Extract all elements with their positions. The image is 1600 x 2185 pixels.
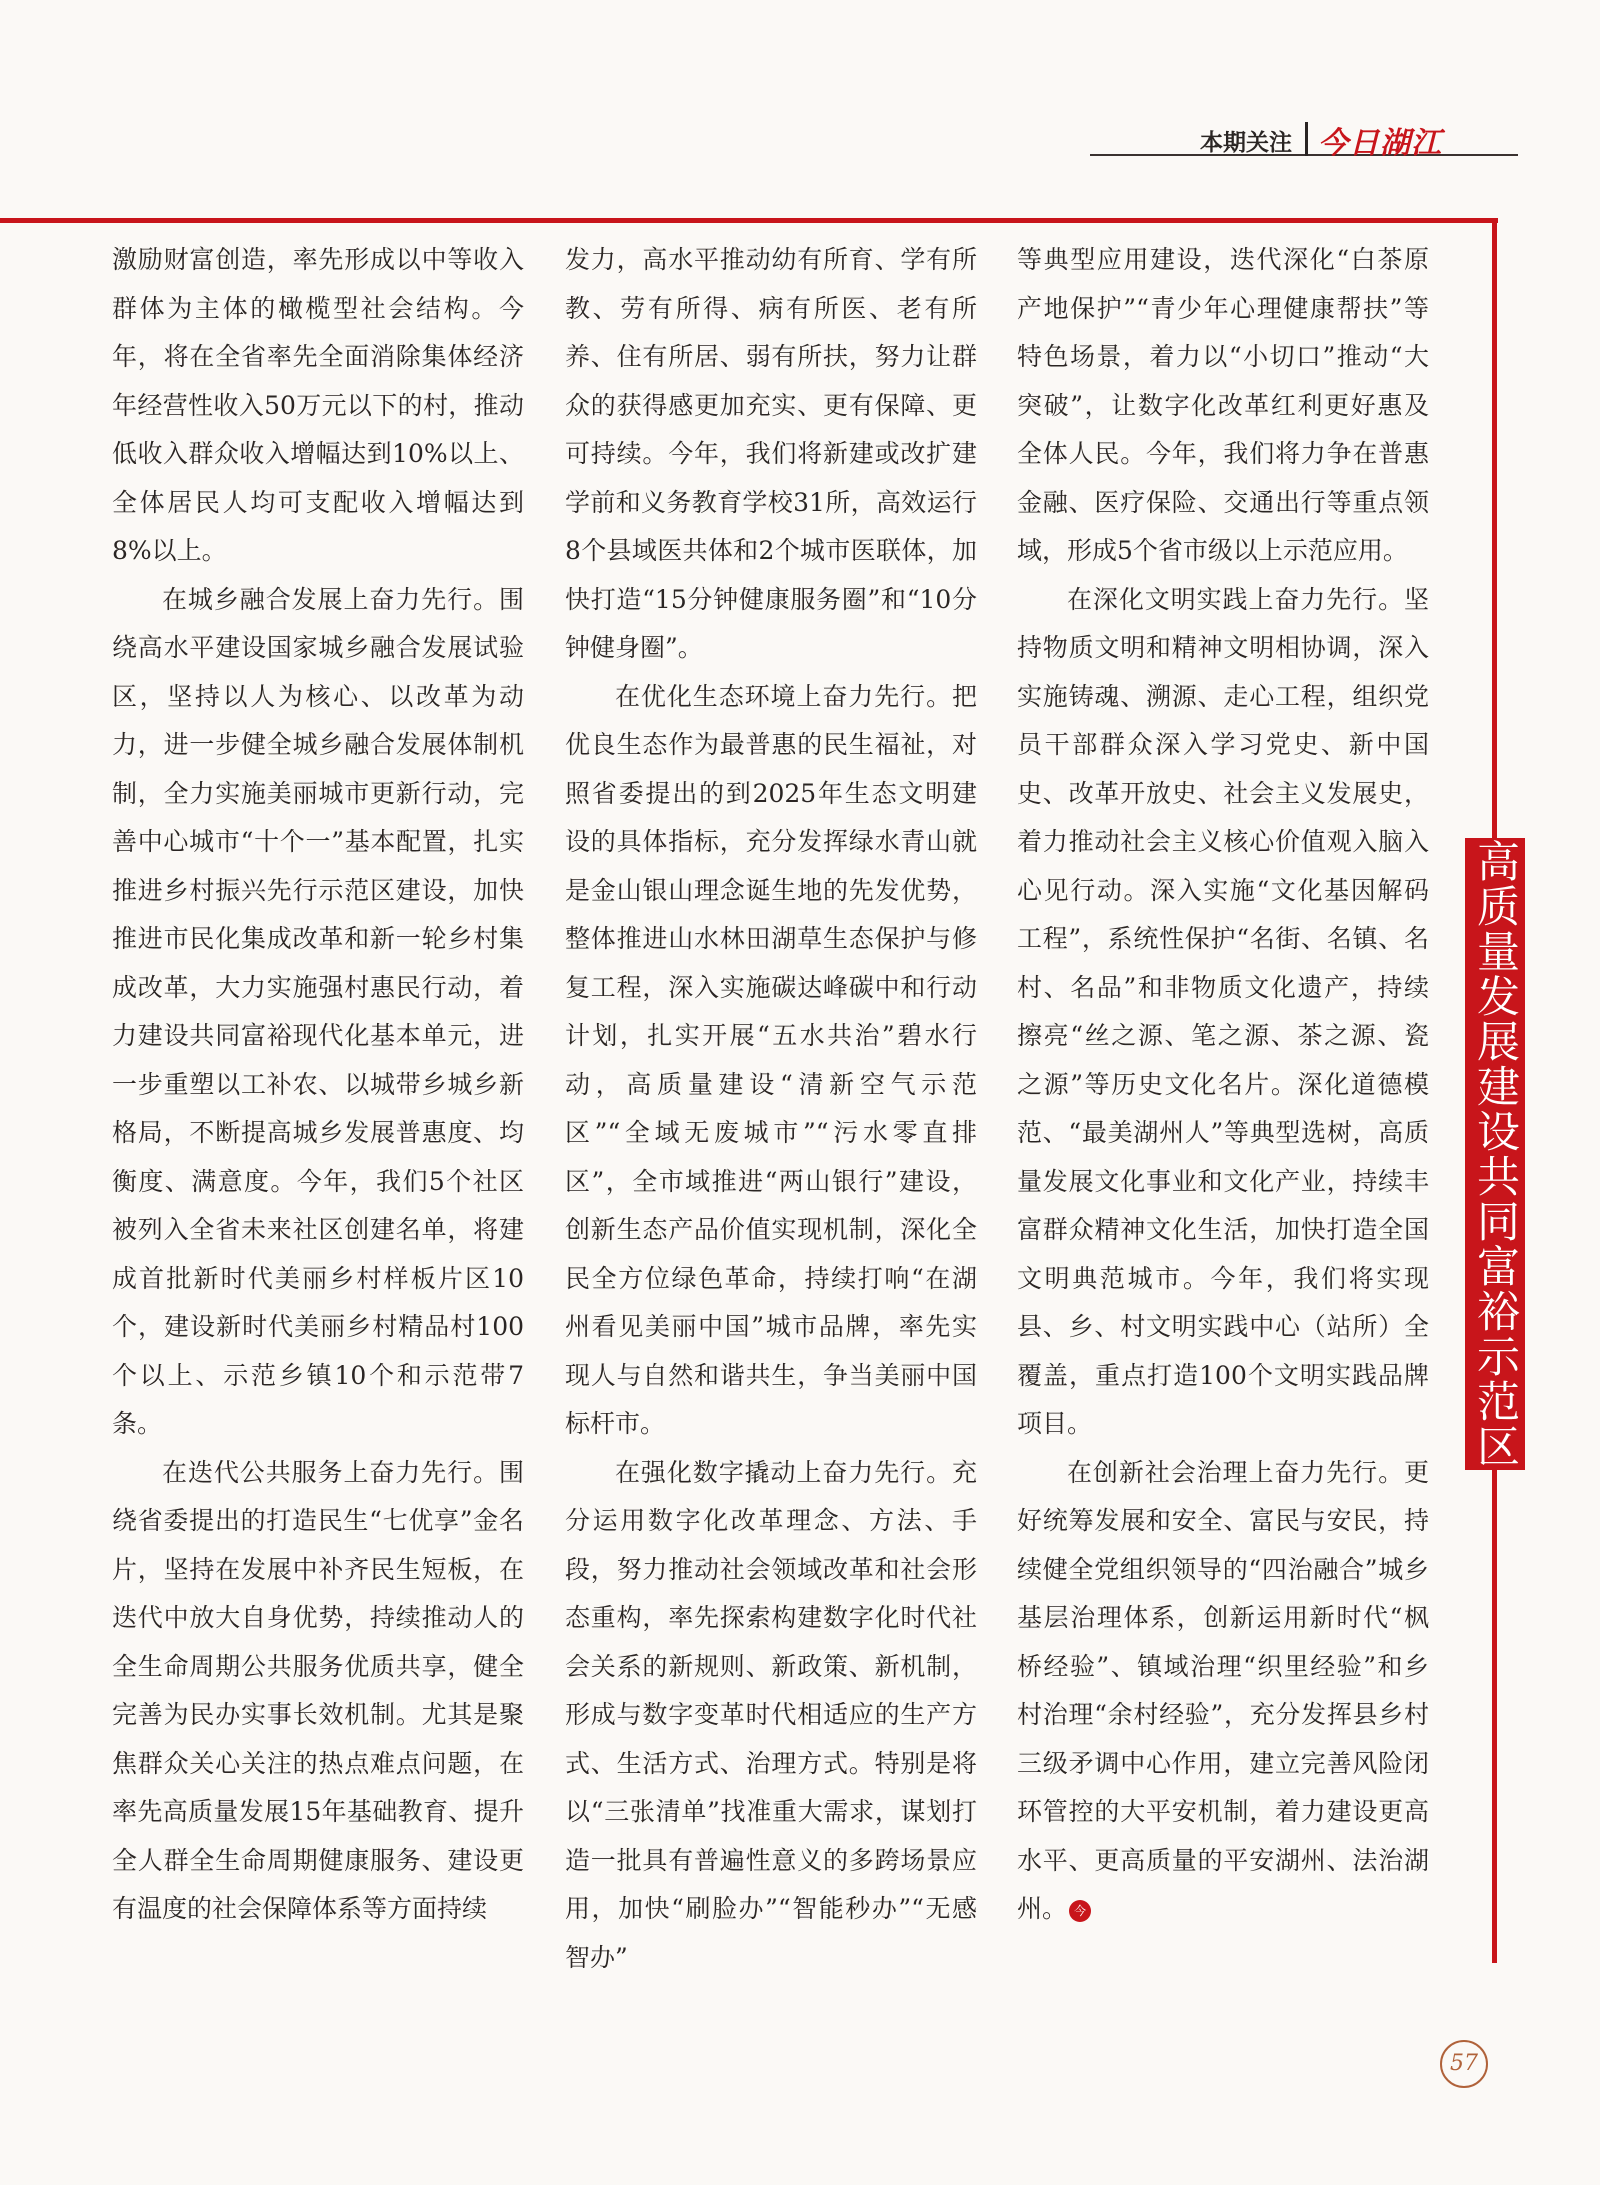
paragraph xyxy=(1017,1449,1429,1934)
article-column-3 xyxy=(1017,236,1429,1934)
paragraph: 在迭代公共服务上奋力先行。围绕省委提出的打造民生“七优享”金名片，坚持在发展中补齐民生短板，在迭代中放大自身优势，持续推动人的全生命周期公共服务优质共享，健全完善为民办实事长效机制。尤其是聚焦群众关心关注的热点难点问题，在率先高质量发展15年基础教育、提升全人群全生命周期健康服务、建设更有温度的社会保障体系等方面持续 xyxy=(112,1457,524,1923)
magazine-logo: 今日湖江 xyxy=(1318,126,1442,161)
paragraph: 在深化文明实践上奋力先行。坚持物质文明和精神文明相协调，深入实施铸魂、溯源、走心工程，组织党员干部群众深入学习党史、新中国史、改革开放史、社会主义发展史，着力推动社会主义核心价值观入脑入心见行动。深入实施“文化基因解码工程”，系统性保护“名街、名镇、名村、名品”和非物质文化遗产，持续擦亮“丝之源、笔之源、茶之源、瓷之源”等历史文化名片。深化道德模范、“最美湖州人”等典型选树，高质量发展文化事业和文化产业，持续丰富群众精神文化生活，加快打造全国文明典范城市。今年，我们将实现县、乡、村文明实践中心（站所）全覆盖，重点打造100个文明实践品牌项目。 xyxy=(1017,584,1429,1438)
paragraph: 在优化生态环境上奋力先行。把优良生态作为最普惠的民生福祉，对照省委提出的到2025年生态文明建设的具体指标，充分发挥绿水青山就是金山银山理念诞生地的先发优势，整体推进山水林田湖草生态保护与修复工程，深入实施碳达峰碳中和行动计划，扎实开展“五水共治”碧水行动，高质量建设“清新空气示范区”“全域无废城市”“污水零直排区”，全市域推进“两山银行”建设，创新生态产品价值实现机制，深化全民全方位绿色革命，持续打响“在湖州看见美丽中国”城市品牌，率先实现人与自然和谐共生，争当美丽中国标杆市。 xyxy=(565,681,977,1438)
paragraph: 在强化数字撬动上奋力先行。充分运用数字化改革理念、方法、手段，努力推动社会领域改革和社会形态重构，率先探索构建数字化时代社会关系的新规则、新政策、新机制，形成与数字变革时代相适应的生产方式、生活方式、治理方式。特别是将以“三张清单”找准重大需求，谋划打造一批具有普遍性意义的多跨场景应用，加快“刷脸办”“智能秒办”“无感智办” xyxy=(565,1457,977,1972)
paragraph-text: 在创新社会治理上奋力先行。更好统筹发展和安全、富民与安民，持续健全党组织领导的“四治融合”城乡基层治理体系，创新运用新时代“枫桥经验”、镇域治理“织里经验”和乡村治理“余村经验”，充分发挥县乡村三级矛调中心作用，建立完善风险闭环管控的大平安机制，着力建设更高水平、更高质量的平安湖州、法治湖州。 xyxy=(1017,1457,1429,1923)
page-number: 57 xyxy=(1440,2040,1488,2088)
paragraph: 激励财富创造，率先形成以中等收入群体为主体的橄榄型社会结构。今年，将在全省率先全面消除集体经济年经营性收入50万元以下的村，推动低收入群众收入增幅达到10%以上、全体居民人均可支配收入增幅达到8%以上。 xyxy=(112,245,524,565)
paragraph: 在城乡融合发展上奋力先行。围绕高水平建设国家城乡融合发展试验区，坚持以人为核心、以改革为动力，进一步健全城乡融合发展体制机制，全力实施美丽城市更新行动，完善中心城市“十个一”基本配置，扎实推进乡村振兴先行示范区建设，加快推进市民化集成改革和新一轮乡村集成改革，大力实施强村惠民行动，着力建设共同富裕现代化基本单元，进一步重塑以工补农、以城带乡城乡新格局，不断提高城乡发展普惠度、均衡度、满意度。今年，我们5个社区被列入全省未来社区创建名单，将建成首批新时代美丽乡村样板片区10个，建设新时代美丽乡村精品村100个以上、示范乡镇10个和示范带7条。 xyxy=(112,584,524,1438)
end-mark-icon: 今 xyxy=(1069,1900,1091,1922)
paragraph: 等典型应用建设，迭代深化“白茶原产地保护”“青少年心理健康帮扶”等特色场景，着力以“小切口”推动“大突破”，让数字化改革红利更好惠及全体人民。今年，我们将力争在普惠金融、医疗保险、交通出行等重点领域，形成5个省市级以上示范应用。 xyxy=(1017,245,1429,565)
top-red-rule xyxy=(0,218,1498,223)
header-separator xyxy=(1305,122,1308,156)
article-column-1 xyxy=(112,236,524,1934)
paragraph: 发力，高水平推动幼有所育、学有所教、劳有所得、病有所医、老有所养、住有所居、弱有所扶，努力让群众的获得感更加充实、更有保障、更可持续。今年，我们将新建或改扩建学前和义务教育学校31所，高效运行8个县域医共体和2个城市医联体，加快打造“15分钟健康服务圈”和“10分钟健身圈”。 xyxy=(565,245,977,662)
section-label: 本期关注 xyxy=(1200,130,1292,156)
header-rule xyxy=(1090,154,1518,156)
article-column-2 xyxy=(565,236,977,1982)
side-banner: 高质量发展建设共同富裕示范区 xyxy=(1465,838,1525,1470)
